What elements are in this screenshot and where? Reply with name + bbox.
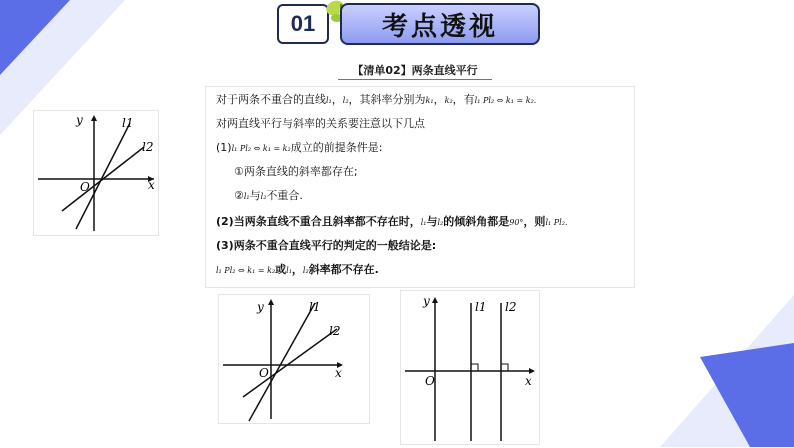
axis-label-y: y — [423, 294, 430, 308]
axis-label-y: y — [257, 300, 264, 314]
origin-label: O — [80, 180, 90, 194]
axis-label-x: x — [525, 374, 532, 388]
body-line-7: (3)两条不重合直线平行的判定的一般结论是: — [216, 239, 437, 252]
content-panel — [205, 86, 635, 288]
line-label-l1: l1 — [309, 300, 321, 314]
origin-label: O — [259, 366, 269, 380]
list-heading: 【清单02】两条直线平行 — [352, 64, 478, 77]
body-line-8: l₁ Pl₂ ⇔ k₁ = k₂或l₁，l₂斜率都不存在. — [216, 263, 379, 276]
corner-decoration-bottom-right — [640, 295, 794, 447]
body-line-3: (1)l₁ Pl₂ ⇔ k₁ = k₂成立的前提条件是: — [216, 141, 383, 154]
line-label-l2: l2 — [329, 324, 341, 338]
origin-label: O — [425, 374, 435, 388]
line-label-l2: l2 — [505, 300, 517, 314]
axis-label-x: x — [335, 366, 342, 380]
line-label-l1: l1 — [475, 300, 487, 314]
figure-parallel-lines-left — [33, 110, 159, 236]
figure-parallel-lines-bottom — [218, 294, 370, 424]
line-label-l2: l2 — [142, 140, 154, 154]
body-line-2: 对两直线平行与斜率的关系要注意以下几点 — [216, 117, 425, 130]
body-line-1: 对于两条不重合的直线l₁，l₂，其斜率分别为k₁，k₂，有l₁ Pl₂ ⇔ k₁ = k₂. — [216, 93, 537, 106]
body-line-4: ①两条直线的斜率都存在; — [234, 165, 358, 178]
axis-label-x: x — [148, 178, 155, 192]
body-line-6: (2)当两条直线不重合且斜率都不存在时，l₁与l₂的倾斜角都是90°，则l₁ Pl₂. — [216, 215, 568, 228]
axis-label-y: y — [76, 113, 83, 127]
section-number: 01 — [277, 4, 329, 44]
line-label-l1: l1 — [122, 116, 134, 130]
heading-underline — [338, 79, 492, 80]
section-title: 考点透视 — [340, 3, 540, 45]
body-line-5: ②l₁与l₂不重合. — [234, 189, 303, 202]
figure-vertical-lines — [400, 290, 540, 445]
